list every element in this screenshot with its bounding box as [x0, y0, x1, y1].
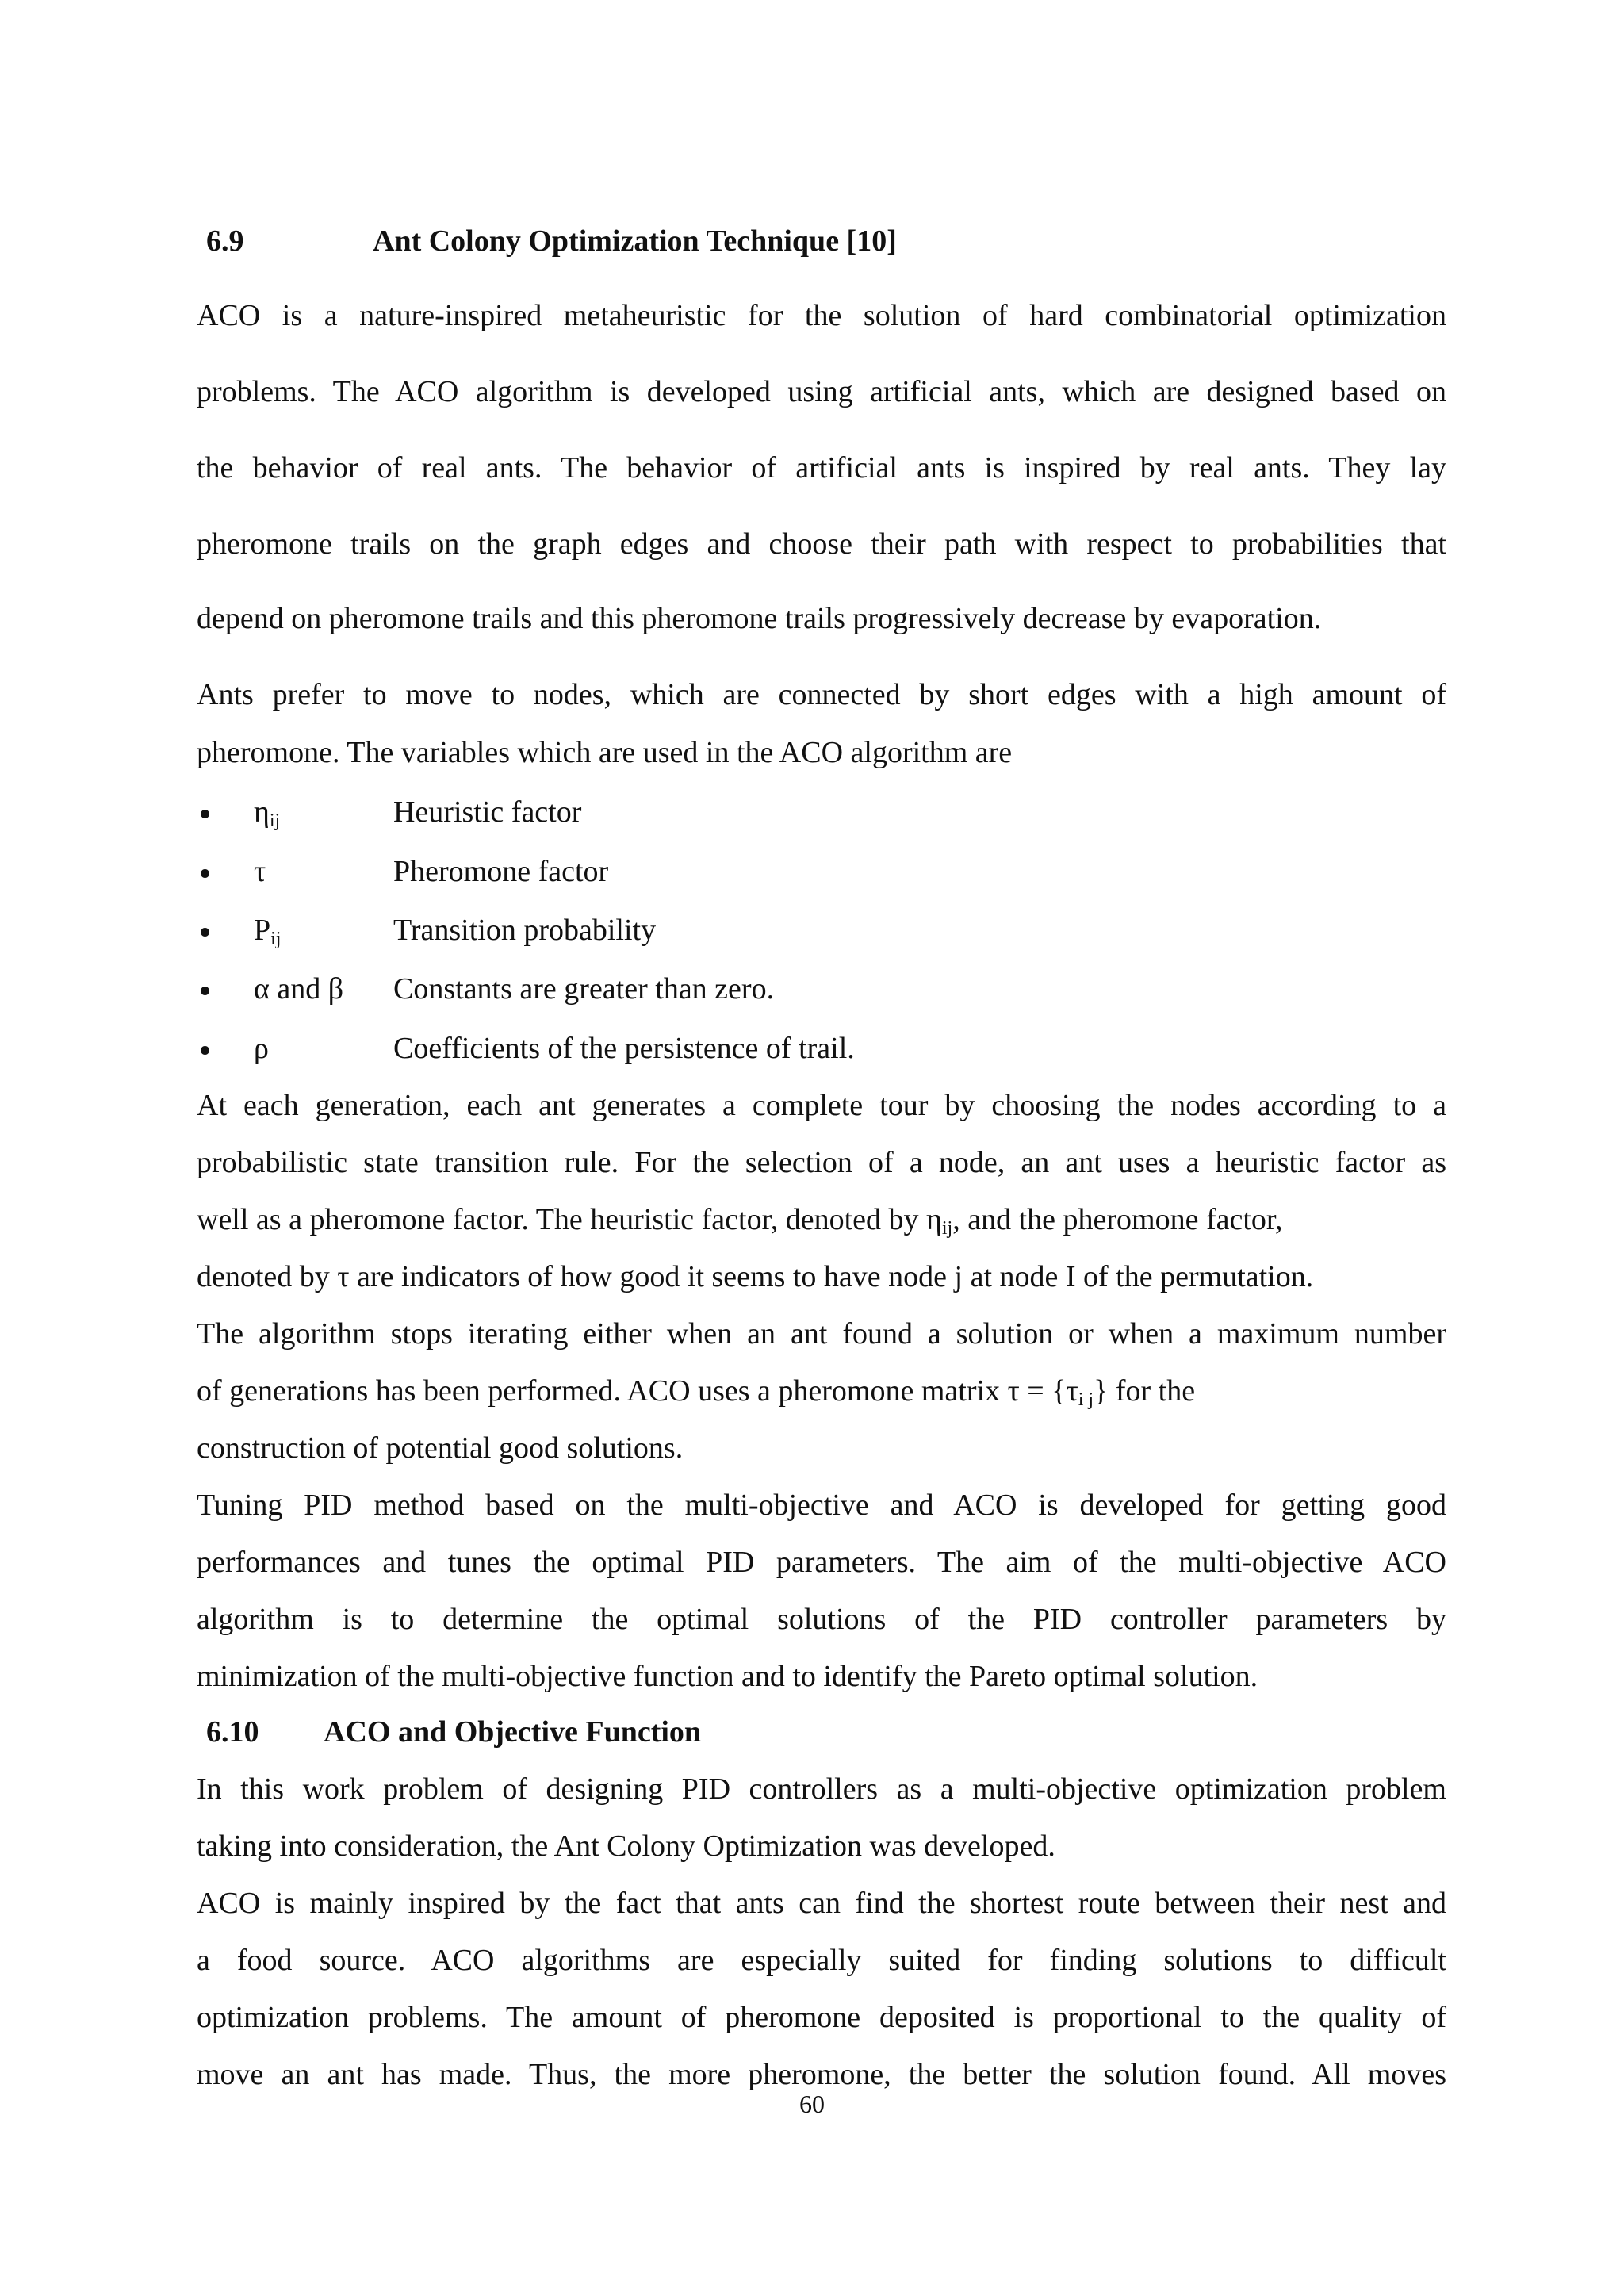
variable-description: Constants are greater than zero. — [393, 972, 775, 1006]
bullet-dot — [201, 869, 209, 878]
variable-symbol: α and β — [254, 972, 344, 1006]
paragraph-line: Ants prefer to move to nodes, which are connected by short edges with a high amount of — [197, 678, 1446, 711]
paragraph-line: algorithm is to determine the optimal solutions of the PID controller parameters by — [197, 1603, 1446, 1636]
variable-list-item — [197, 854, 1446, 892]
variable-list-item — [197, 795, 1446, 833]
variable-description: Heuristic factor — [393, 795, 582, 829]
paragraph-line: taking into consideration, the Ant Colony Optimization was developed. — [197, 1829, 1055, 1863]
section-title: Ant Colony Optimization Technique [10] — [373, 224, 897, 258]
bullet-dot — [201, 987, 209, 995]
page-number: 60 — [799, 2090, 825, 2118]
section-heading-6-9 — [206, 224, 999, 263]
paragraph-line: problems. The ACO algorithm is developed using artificial ants, which are designed based on — [197, 375, 1446, 408]
section-title: ACO and Objective Function — [324, 1715, 702, 1749]
paragraph-line: probabilistic state transition rule. For the selection of a node, an ant uses a heuristic factor as — [197, 1146, 1446, 1179]
variable-description: Transition probability — [393, 914, 657, 947]
paragraph-line: pheromone. The variables which are used in the ACO algorithm are — [197, 736, 1013, 769]
paragraph-line: the behavior of real ants. The behavior of artificial ants is inspired by real ants. They lay — [197, 451, 1446, 485]
variable-symbol: ρ — [254, 1032, 269, 1065]
paragraph-line: depend on pheromone trails and this pheromone trails progressively decrease by evaporation. — [197, 602, 1322, 635]
paragraph-line: performances and tunes the optimal PID parameters. The aim of the multi-objective ACO — [197, 1546, 1446, 1579]
bullet-dot — [201, 1046, 209, 1055]
paragraph-line: ACO is mainly inspired by the fact that ants can find the shortest route between their nest and — [197, 1887, 1446, 1920]
paragraph-line: well as a pheromone factor. The heuristic factor, denoted by $\eta_{ij}$, and the pheromone factor, — [197, 1203, 1283, 1239]
variable-symbol: $\eta_{ij}$ — [254, 795, 281, 831]
paragraph-line: a food source. ACO algorithms are especially suited for finding solutions to difficult — [197, 1944, 1446, 1977]
paragraph-line: construction of potential good solutions. — [197, 1431, 684, 1465]
paragraph-line: Tuning PID method based on the multi-objective and ACO is developed for getting good — [197, 1488, 1446, 1522]
paragraph-line: denoted by τ are indicators of how good it seems to have node j at node I of the permutation. — [197, 1260, 1314, 1293]
variable-description: Coefficients of the persistence of trail. — [393, 1032, 855, 1065]
variable-list-item — [197, 913, 1446, 951]
paragraph-line: move an ant has made. Thus, the more pheromone, the better the solution found. All moves — [197, 2058, 1446, 2091]
section-number: 6.9 — [206, 224, 244, 258]
variable-description: Pheromone factor — [393, 855, 609, 888]
paragraph-line: The algorithm stops iterating either when an ant found a solution or when a maximum number — [197, 1317, 1446, 1351]
variable-list-item — [197, 1031, 1446, 1069]
variable-list-item — [197, 971, 1446, 1010]
paragraph-line: ACO is a nature-inspired metaheuristic for the solution of hard combinatorial optimization — [197, 299, 1446, 332]
section-number: 6.10 — [206, 1715, 259, 1749]
section-heading-6-10 — [197, 1715, 990, 1754]
bullet-dot — [201, 810, 209, 818]
paragraph-line: optimization problems. The amount of pheromone deposited is proportional to the quality of — [197, 2001, 1446, 2034]
paragraph-line: of generations has been performed. ACO uses a pheromone matrix $\tau = \{\tau_{i j}\}$ for the — [197, 1374, 1196, 1410]
variable-symbol: $P_{ij}$ — [254, 914, 282, 949]
paragraph-line: pheromone trails on the graph edges and choose their path with respect to probabilities that — [197, 527, 1446, 561]
paragraph-line: In this work problem of designing PID controllers as a multi-objective optimization problem — [197, 1772, 1446, 1806]
variable-symbol: τ — [254, 855, 266, 888]
bullet-dot — [201, 928, 209, 937]
paragraph-line: minimization of the multi-objective function and to identify the Pareto optimal solution. — [197, 1660, 1258, 1693]
paragraph-line: At each generation, each ant generates a complete tour by choosing the nodes according to a — [197, 1089, 1446, 1122]
